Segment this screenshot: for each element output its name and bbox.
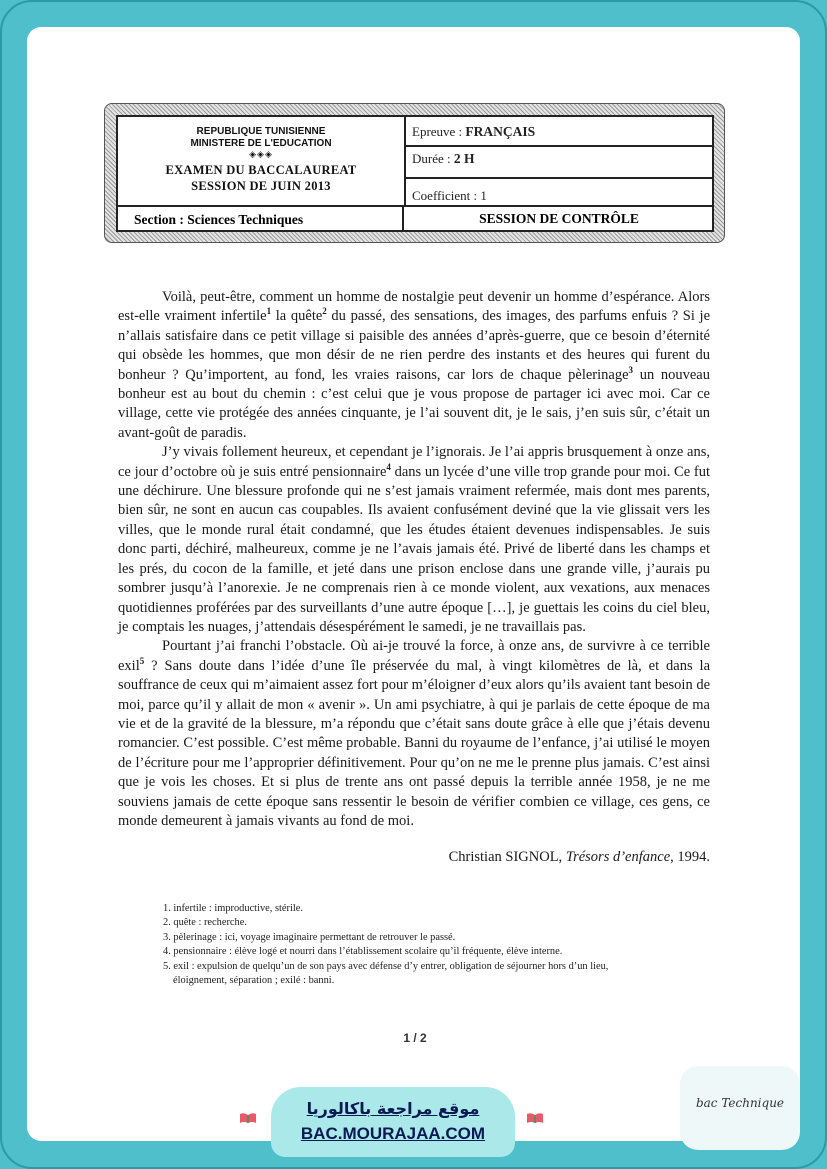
footnotes: [163, 902, 703, 988]
paragraph-3: Pourtant j’ai franchi l’obstacle. Où ai-je trouvé la force, à onze ans, de survivre à ce terrible exil$^5$ ? Sans doute dans l’idée d’une île préservée du mal, à vingt kilomètres de là, et dans la souffrance de ceux qui m’aimaient assez fort pour m’éloigner d’eux alors qu’ils avaient tant besoin de moi, parce qu’il y allait de mon « avenir ». Un ami psychiatre, à qui je parlais de cette époque de ma vie et de la gravité de la blessure, m’a répondu que c’était sans doute grâce à elle que j’étais devenu romancier. C’est possible. C’est même probable. Banni du royaume de l’enfance, j’ai utilisé le moyen de l’écriture pour me l’approprier définitivement. Pour qu’on ne me le prenne plus jamais. C’est ainsi que je vois les choses. Et si plus de trente ans ont passé depuis la terrible année 1958, je ne me souviens jamais de cette époque sans ressentir le besoin de vérifier combien ce village, ces gens, ce monde demeurent à jamais vivants au fond de moi.: [118, 638, 711, 829]
session-type: SESSION DE CONTRÔLE: [479, 211, 639, 226]
paragraph-2: J’y vivais follement heureux, et cependant je l’ignorais. Je l’ai appris brusquement à onze ans, ce jour d’octobre où je suis entré pensionnaire$^4$ dans un lycée d’une ville trop grande pour moi. Ce fut une déchirure. Une blessure profonde qui ne s’est jamais vraiment refermée, mais dont mes parents, bien sûr, ne sont en aucun cas coupables. Ils avaient confusément deviné que la vie glissait vers les villes, que le monde rural était condamné, que les études étaient devenues indispensables. Je suis donc parti, déchiré, malheureux, comme je ne l’avais jamais été. Privé de liberté dans les champs et les prés, du cocon de la famille, et jeté dans une prison enclose dans une grande ville, j’aurais pu sombrer jusqu’à l’anorexie. Je ne comprenais rien à ce monde violent, aux vexations, aux menaces quotidiennes proférées par des surveillants d’une autre époque […], je guettais les coins du ciel bleu, je comptais les nuages, j’attendais désespérément le samedi, je ne travaillais pas.: [118, 444, 710, 635]
epreuve-label: Epreuve :: [412, 124, 463, 139]
footnote: 1. infertile : improductive, stérile.: [163, 903, 303, 914]
epreuve-value: FRANÇAIS: [465, 124, 536, 139]
epreuve-row: [406, 117, 712, 147]
republic-label: REPUBLIQUE TUNISIENNE: [196, 126, 326, 137]
banner-url[interactable]: BAC.MOURAJAA.COM: [300, 1124, 486, 1143]
section-label: Section : Sciences Techniques: [118, 207, 404, 232]
footnote: éloignement, séparation ; exilé : banni.: [173, 975, 335, 987]
badge-label: bac Technique: [695, 1096, 785, 1110]
coefficient-label: Coefficient :: [412, 188, 478, 203]
footnote: 5. exil : expulsion de quelqu’un de son pays avec défense d’y entrer, obligation de séjourner hors d’un lieu,: [163, 960, 609, 972]
footnote-ref: 5: [139, 655, 145, 666]
coefficient-value: 1: [480, 188, 487, 203]
passage-text: [118, 288, 710, 831]
site-logo-icon: [229, 1100, 267, 1138]
paragraph-1: Voilà, peut-être, comment un homme de nostalgie peut devenir un homme d’espérance. Alors est-elle vraiment infertile$^1$ la quête$^2$ du passé, des sensations, des images, des parfums enfuis ? Si je n’allais satisfaire dans ce petit village si paisible des années d’après-guerre, que ce besoin d’éternité qui obsède les hommes, que mon désir de ne rien perdre des instants et des heures qui furent du bonheur ? Qu’importent, au fond, les vraies raisons, car lors de chaque pèlerinage$^3$ un nouveau bonheur est au bout du chemin : c’est celui que je vous propose de partager ici avec moi. Car ce village, cette vie protégée des années cinquante, je l’ai souvent dit, je le sais, j’en suis sûr, c’était un avant-goût de paradis.: [118, 289, 710, 441]
site-banner[interactable]: [271, 1087, 515, 1157]
exam-header: [116, 115, 714, 232]
source-citation: Christian SIGNOL, Trésors d’enfance, 1994.: [448, 849, 710, 865]
exam-title: EXAMEN DU BACCALAUREAT: [165, 163, 357, 177]
footnote: 3. pèlerinage : ici, voyage imaginaire permettant de retrouver le passé.: [163, 931, 456, 943]
footnote: 2. quête : recherche.: [163, 917, 247, 929]
bac-technique-badge: [680, 1066, 800, 1150]
footnote: 4. pensionnaire : élève logé et nourri dans l’établissement scolaire qu’il fréquente, élève interne.: [163, 946, 563, 958]
coefficient-row: [406, 177, 712, 205]
footnote-ref: 2: [322, 306, 327, 317]
duree-row: [406, 147, 712, 177]
footnote-ref: 3: [628, 364, 634, 375]
ministry-label: MINISTERE DE L'EDUCATION: [190, 138, 332, 149]
banner-arabic[interactable]: موقع مراجعة باكالوريا: [306, 1099, 480, 1118]
ornament-icon: ◈◈◈: [249, 149, 273, 159]
header-institution: [118, 117, 406, 205]
duree-value: 2 H: [453, 151, 475, 166]
book-title: Trésors d’enfance: [565, 849, 671, 865]
header-bottom-row: [118, 205, 712, 232]
page-number: 1 / 2: [403, 1031, 427, 1045]
session-date: SESSION DE JUIN 2013: [191, 179, 331, 193]
footnote-ref: 4: [386, 461, 391, 472]
duree-label: Durée :: [412, 151, 451, 166]
header-details: [406, 117, 712, 205]
site-logo-icon: [516, 1100, 554, 1138]
footnote-ref: 1: [266, 306, 272, 317]
